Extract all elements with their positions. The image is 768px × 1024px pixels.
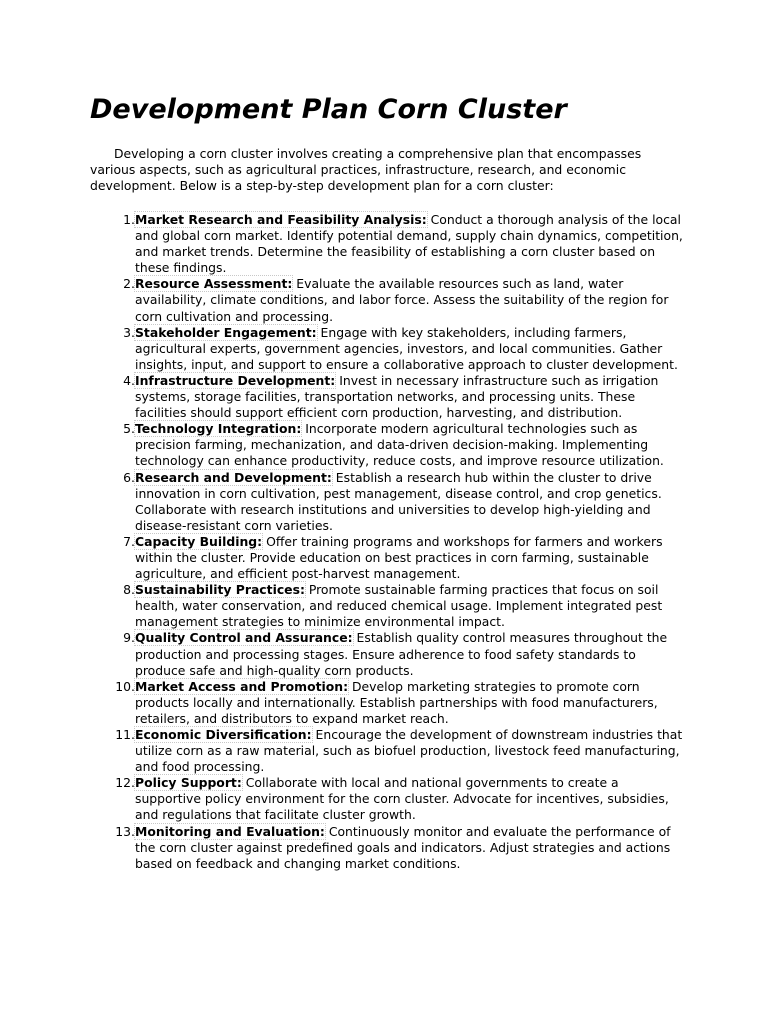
intro-paragraph: Developing a corn cluster involves creating a comprehensive plan that encompasses various aspects, such as agricultural practices, infrastructure, research, and economic development. Below is a step-by-step development plan for a corn cluster: (90, 146, 642, 193)
item-heading: Monitoring and Evaluation: (135, 823, 325, 839)
document-title: Development Plan Corn Cluster (90, 94, 567, 125)
item-body (135, 325, 685, 373)
item-number: 4. (123, 372, 135, 388)
item-text: Establish quality control measures throughout the production and processing stages. Ensure adherence to food safety standards to produce safe and high-quality corn products. (135, 630, 668, 678)
list-item (90, 582, 685, 630)
item-heading: Economic Diversification: (135, 727, 312, 742)
item-number: 6. (123, 469, 135, 485)
item-heading: Infrastructure Development: (135, 372, 336, 388)
item-heading: Resource Assessment: (135, 276, 293, 292)
list-item (90, 775, 685, 823)
item-text: Promote sustainable farming practices that focus on soil health, water conservation, and reduced chemical usage. Implement integrated pest management strategies to minimize environmental impact. (135, 582, 663, 630)
list-item (90, 212, 685, 276)
item-number: 1. (123, 212, 135, 227)
item-text: Encourage the development of downstream industries that utilize corn as a raw material, such as biofuel production, livestock feed manufacturing, and food processing. (135, 727, 683, 775)
item-text: Invest in necessary infrastructure such as irrigation systems, storage facilities, transportation networks, and processing units. These facilities should support efficient corn production, harvesting, and distribution. (135, 372, 659, 421)
item-body (135, 679, 685, 727)
item-body (135, 582, 685, 630)
item-heading: Research and Development: (135, 469, 332, 485)
item-text: Engage with key stakeholders, including farmers, agricultural experts, government agencies, investors, and local communities. Gather insights, input, and support to ensure a collaborative approach to cluster development. (135, 324, 678, 372)
item-body (135, 534, 685, 582)
item-text: Establish a research hub within the cluster to drive innovation in corn cultivation, pest management, disease control, and crop genetics. Collaborate with research institutions and universities to develop high-yielding and disease-resistant corn varieties. (135, 469, 662, 533)
item-text: Continuously monitor and evaluate the performance of the corn cluster against predefined goals and indicators. Adjust strategies and actions based on feedback and changing market conditions. (135, 823, 671, 871)
document-page (90, 92, 685, 872)
item-number: 7. (123, 533, 135, 549)
item-heading: Capacity Building: (135, 533, 263, 549)
item-heading: Sustainability Practices: (135, 582, 305, 598)
item-body (135, 630, 685, 678)
item-number: 3. (123, 324, 135, 340)
item-number: 12. (115, 775, 135, 791)
list-item (90, 373, 685, 421)
list-item (90, 470, 685, 534)
list-item (90, 824, 685, 872)
item-body (135, 421, 685, 469)
item-body (135, 775, 685, 823)
item-heading: Policy Support: (135, 775, 242, 791)
item-number: 2. (123, 276, 135, 292)
list-item (90, 727, 685, 775)
item-text: Incorporate modern agricultural technologies such as precision farming, mechanization, and data-driven decision-making. Implementing technology can enhance productivity, reduce costs, and improve resource utilization. (135, 421, 664, 469)
list-item (90, 325, 685, 373)
item-number: 5. (123, 421, 135, 437)
item-number: 10. (115, 678, 135, 694)
item-body (135, 824, 685, 872)
item-heading: Market Research and Feasibility Analysis: (135, 212, 427, 227)
item-heading: Stakeholder Engagement: (135, 324, 317, 340)
item-number: 11. (115, 727, 135, 742)
item-number: 9. (123, 630, 135, 646)
list-item (90, 679, 685, 727)
item-text: Develop marketing strategies to promote corn products locally and internationally. Establish partnerships with food manufacturers, retailers, and distributors to expand market reach. (135, 678, 658, 726)
item-body (135, 373, 685, 421)
item-text: Collaborate with local and national governments to create a supportive policy environment for the corn cluster. Advocate for incentives, subsidies, and regulations that facilitate cluster growth. (135, 775, 669, 823)
list-item (90, 276, 685, 324)
item-body (135, 727, 685, 775)
item-body (135, 276, 685, 324)
item-text: Offer training programs and workshops for farmers and workers within the cluster. Provide education on best practices in corn farming, sustainable agriculture, and efficient post-harvest management. (135, 533, 663, 582)
item-heading: Market Access and Promotion: (135, 678, 349, 694)
list-item (90, 421, 685, 469)
item-text: Conduct a thorough analysis of the local and global corn market. Identify potential demand, supply chain dynamics, competition, and market trends. Determine the feasibility of establishing a corn cluster based on these findings. (135, 212, 683, 276)
item-heading: Technology Integration: (135, 421, 302, 437)
item-heading: Quality Control and Assurance: (135, 630, 353, 646)
item-body (135, 212, 685, 276)
plan-list (90, 212, 685, 872)
list-item (90, 630, 685, 678)
item-body (135, 470, 685, 534)
item-number: 8. (123, 582, 135, 598)
item-text: Evaluate the available resources such as land, water availability, climate conditions, and labor force. Assess the suitability of the region for corn cultivation and processing. (135, 276, 669, 324)
item-number: 13. (115, 823, 135, 839)
list-item (90, 534, 685, 582)
